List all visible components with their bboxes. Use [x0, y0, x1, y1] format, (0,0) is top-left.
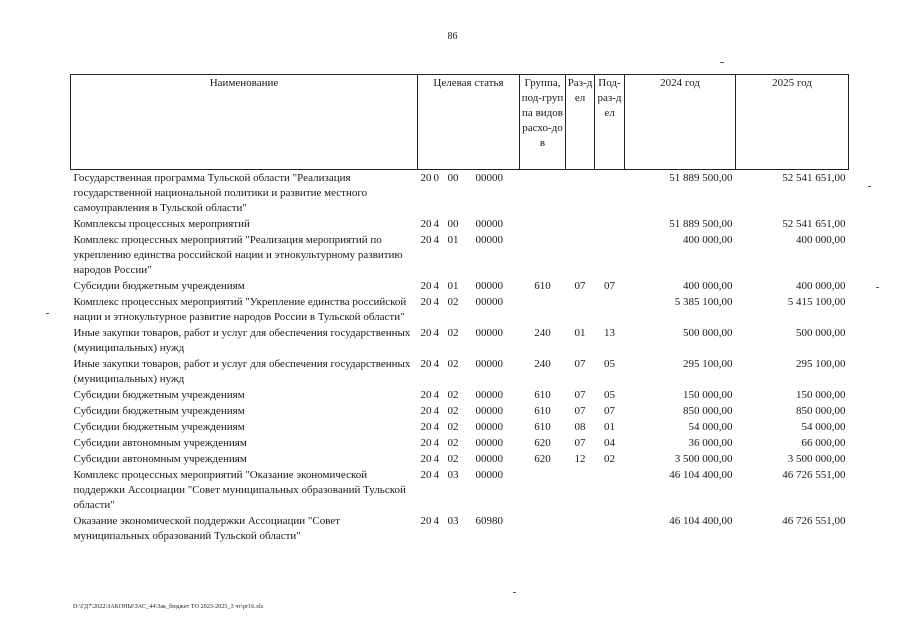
code-direction: 00000: [475, 327, 503, 339]
code-complex: 02: [447, 296, 459, 308]
code-type: 4: [433, 405, 439, 417]
table-row: [71, 435, 849, 451]
code-direction: 00000: [475, 389, 503, 401]
code-program: 20: [420, 172, 432, 184]
footer-file-path: D:\ГД7\2022\ЗАКОНЫ\ЗАС_44\Зак_бюджет ТО 2023-2025_3 чт\pr16.xls: [73, 604, 264, 610]
row-target-code: [418, 278, 520, 294]
row-amount-2025: 46 726 551,00: [782, 515, 846, 527]
row-group: 610: [534, 280, 551, 292]
code-direction: 00000: [475, 437, 503, 449]
row-name: Государственная программа Тульской области "Реализация государственной национальной политики и развитие местного самоуправления в Тульской области": [71, 170, 418, 217]
row-target-code: [418, 232, 520, 278]
row-name: Субсидии бюджетным учреждениям: [73, 405, 245, 417]
row-group: 610: [534, 421, 551, 433]
row-target-code: [418, 435, 520, 451]
row-name: Комплекс процессных мероприятий "Реализация мероприятий по укреплению единства российской нации и этнокультурному развитию народов России": [73, 234, 403, 276]
table-row: [71, 419, 849, 435]
row-amount-2025: 52 541 651,00: [782, 218, 846, 230]
row-group: 240: [534, 327, 551, 339]
row-section: 07: [574, 437, 586, 449]
table-row: [71, 278, 849, 294]
scan-speck: [513, 592, 516, 593]
code-type: 4: [433, 327, 439, 339]
row-amount-2025: 54 000,00: [801, 421, 846, 433]
row-subsection: [595, 467, 625, 513]
header-subsection: Под-раз-дел: [595, 75, 625, 170]
row-name: Субсидии автономным учреждениям: [73, 437, 247, 449]
code-complex: 01: [447, 280, 459, 292]
row-name: Комплекс процессных мероприятий "Укрепление единства российской нации и этнокультурное развитие народов России в Тульской области": [73, 296, 407, 323]
row-section: [566, 513, 595, 544]
code-program: 20: [420, 389, 432, 401]
row-section: 01: [574, 327, 586, 339]
row-subsection: [595, 216, 625, 232]
row-section: 08: [574, 421, 586, 433]
row-target-code: [418, 356, 520, 387]
row-amount-2025: 850 000,00: [796, 405, 846, 417]
row-name: Субсидии бюджетным учреждениям: [73, 421, 245, 433]
scan-speck: [46, 313, 49, 314]
row-name: Субсидии бюджетным учреждениям: [73, 389, 245, 401]
code-complex: 00: [447, 172, 459, 184]
table-row: [71, 467, 849, 513]
row-name: Субсидии автономным учреждениям: [73, 453, 247, 465]
page-number: 86: [447, 31, 458, 42]
row-amount-2025: 52 541 651,00: [736, 170, 849, 217]
row-subsection: 02: [604, 453, 615, 465]
row-amount-2024: 400 000,00: [683, 234, 733, 246]
row-amount-2024: 51 889 500,00: [669, 218, 733, 230]
row-group: [520, 170, 566, 217]
row-group: [520, 216, 566, 232]
row-amount-2024: 54 000,00: [688, 421, 733, 433]
row-target-code: [418, 403, 520, 419]
row-target-code: [418, 451, 520, 467]
row-amount-2025: 500 000,00: [796, 327, 846, 339]
code-direction: 00000: [475, 358, 503, 370]
row-amount-2024: 46 104 400,00: [669, 469, 733, 481]
table-row: [71, 356, 849, 387]
header-section: Раз-дел: [566, 75, 595, 170]
row-group: [520, 467, 566, 513]
row-section: [566, 294, 595, 325]
row-amount-2024: 51 889 500,00: [625, 170, 736, 217]
code-program: 20: [420, 234, 432, 246]
row-amount-2024: 400 000,00: [683, 280, 733, 292]
scan-speck: [876, 287, 879, 288]
row-name: Комплекс процессных мероприятий "Оказание экономической поддержки Ассоциации "Совет муниципальных образований Тульской области": [73, 469, 406, 511]
row-amount-2025: 400 000,00: [796, 280, 846, 292]
row-amount-2024: 36 000,00: [688, 437, 733, 449]
code-type: 4: [433, 280, 439, 292]
table-row: [71, 451, 849, 467]
code-complex: 02: [447, 358, 459, 370]
row-group: 240: [534, 358, 551, 370]
row-name: Иные закупки товаров, работ и услуг для обеспечения государственных (муниципальных) нужд: [73, 358, 411, 385]
row-subsection: 07: [604, 405, 615, 417]
row-subsection: [595, 170, 625, 217]
row-subsection: 13: [604, 327, 615, 339]
code-program: 20: [420, 327, 432, 339]
row-target-code: [418, 216, 520, 232]
code-type: 4: [433, 296, 439, 308]
code-program: 20: [420, 405, 432, 417]
code-complex: 03: [447, 469, 459, 481]
header-year-2024: 2024 год: [625, 75, 736, 170]
row-group: 610: [534, 389, 551, 401]
table-row: [71, 403, 849, 419]
code-type: 4: [433, 358, 439, 370]
row-section: [566, 232, 595, 278]
row-section: [566, 216, 595, 232]
row-amount-2025: 295 100,00: [796, 358, 846, 370]
table-header: [71, 75, 849, 170]
row-section: 07: [574, 405, 586, 417]
code-program: 20: [420, 421, 432, 433]
row-subsection: [595, 232, 625, 278]
code-type: 4: [433, 469, 439, 481]
row-subsection: 04: [604, 437, 615, 449]
row-amount-2024: 295 100,00: [683, 358, 733, 370]
row-target-code: [418, 419, 520, 435]
code-direction: 00000: [475, 296, 503, 308]
row-group: 610: [534, 405, 551, 417]
code-complex: 02: [447, 453, 459, 465]
row-amount-2024: 3 500 000,00: [674, 453, 733, 465]
row-group: 620: [534, 437, 551, 449]
code-program: 20: [420, 218, 432, 230]
header-name: Наименование: [71, 75, 418, 170]
row-section: [566, 467, 595, 513]
code-program: 20: [420, 469, 432, 481]
row-section: 07: [574, 280, 586, 292]
row-name: Субсидии бюджетным учреждениям: [73, 280, 245, 292]
code-type: 4: [433, 218, 439, 230]
scan-speck: [868, 186, 871, 187]
header-target: Целевая статья: [418, 75, 520, 170]
row-subsection: 05: [604, 389, 615, 401]
row-amount-2025: 150 000,00: [796, 389, 846, 401]
table-row: [71, 325, 849, 356]
table-row: [71, 216, 849, 232]
row-amount-2025: 46 726 551,00: [782, 469, 846, 481]
code-complex: 02: [447, 437, 459, 449]
code-type: 4: [433, 453, 439, 465]
row-subsection: 05: [604, 358, 615, 370]
row-subsection: 07: [604, 280, 615, 292]
code-direction: 00000: [475, 280, 503, 292]
code-type: 0: [433, 172, 439, 184]
header-group: Группа, под-группа видов расхо-дов: [520, 75, 566, 170]
row-target-code: [418, 387, 520, 403]
code-complex: 00: [447, 218, 459, 230]
code-direction: 00000: [475, 218, 503, 230]
code-complex: 01: [447, 234, 459, 246]
row-section: [566, 170, 595, 217]
code-complex: 02: [447, 421, 459, 433]
code-program: 20: [420, 453, 432, 465]
row-group: [520, 232, 566, 278]
row-section: 12: [574, 453, 586, 465]
code-direction: 60980: [475, 515, 503, 527]
row-target-code: [418, 513, 520, 544]
row-target-code: [418, 170, 520, 217]
code-type: 4: [433, 437, 439, 449]
row-section: 07: [574, 389, 586, 401]
code-direction: 00000: [475, 453, 503, 465]
code-type: 4: [433, 389, 439, 401]
row-target-code: [418, 467, 520, 513]
row-name: Оказание экономической поддержки Ассоциации "Совет муниципальных образований Тульской области": [73, 515, 341, 542]
code-direction: 00000: [475, 234, 503, 246]
code-type: 4: [433, 515, 439, 527]
code-program: 20: [420, 515, 432, 527]
code-complex: 03: [447, 515, 459, 527]
code-type: 4: [433, 421, 439, 433]
table-row: [71, 387, 849, 403]
table-row: [71, 170, 849, 217]
row-amount-2025: 5 415 100,00: [787, 296, 846, 308]
row-amount-2024: 5 385 100,00: [674, 296, 733, 308]
row-amount-2024: 46 104 400,00: [669, 515, 733, 527]
table-body: [71, 170, 849, 545]
row-subsection: 01: [604, 421, 615, 433]
code-program: 20: [420, 280, 432, 292]
code-program: 20: [420, 296, 432, 308]
row-group: [520, 513, 566, 544]
row-name: Иные закупки товаров, работ и услуг для обеспечения государственных (муниципальных) нужд: [73, 327, 411, 354]
row-subsection: [595, 513, 625, 544]
code-direction: 00000: [475, 421, 503, 433]
row-target-code: [418, 325, 520, 356]
row-section: 07: [574, 358, 586, 370]
code-direction: 00000: [475, 172, 503, 184]
row-amount-2024: 850 000,00: [683, 405, 733, 417]
table-row: [71, 294, 849, 325]
row-amount-2024: 500 000,00: [683, 327, 733, 339]
header-year-2025: 2025 год: [736, 75, 849, 170]
table-row: [71, 232, 849, 278]
row-amount-2025: 3 500 000,00: [787, 453, 846, 465]
row-amount-2025: 400 000,00: [796, 234, 846, 246]
code-program: 20: [420, 358, 432, 370]
row-amount-2024: 150 000,00: [683, 389, 733, 401]
code-direction: 00000: [475, 469, 503, 481]
code-program: 20: [420, 437, 432, 449]
table-row: [71, 513, 849, 544]
row-amount-2025: 66 000,00: [801, 437, 846, 449]
code-complex: 02: [447, 327, 459, 339]
row-group: 620: [534, 453, 551, 465]
budget-table: [70, 74, 849, 544]
code-direction: 00000: [475, 405, 503, 417]
scan-speck: [720, 62, 724, 63]
row-name: Комплексы процессных мероприятий: [73, 218, 250, 230]
code-type: 4: [433, 234, 439, 246]
row-group: [520, 294, 566, 325]
row-target-code: [418, 294, 520, 325]
code-complex: 02: [447, 389, 459, 401]
row-subsection: [595, 294, 625, 325]
code-complex: 02: [447, 405, 459, 417]
